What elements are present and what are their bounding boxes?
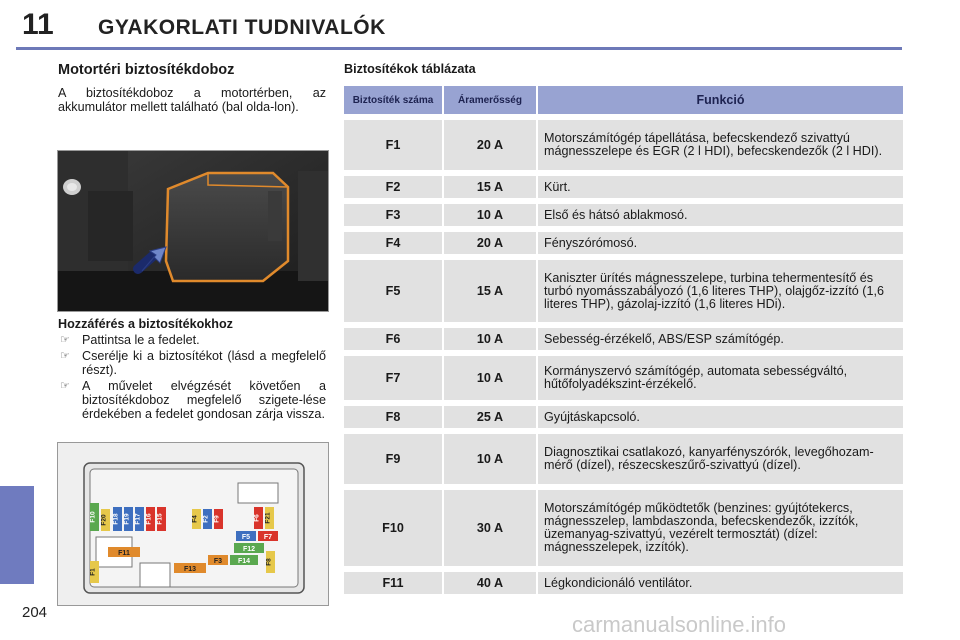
table-title: Biztosítékok táblázata: [344, 62, 476, 76]
list-item: [58, 349, 326, 377]
pointing-hand-icon: ☞: [60, 350, 70, 362]
fuse-amperage: 15 A: [442, 176, 536, 198]
column-header-function: Funkció: [536, 86, 903, 114]
fuse-f21: [265, 507, 275, 529]
fuse-f1: [90, 561, 100, 583]
fuse-f3: [208, 555, 228, 565]
chapter-number: 11: [22, 8, 54, 41]
table-row: [344, 328, 903, 350]
fuse-f14: [230, 555, 258, 565]
diagram-label: F9: [213, 515, 221, 523]
fuse-amperage: 40 A: [442, 572, 536, 594]
fuse-name: F11: [344, 572, 442, 594]
table-row: [344, 356, 903, 400]
fuse-function: Sebesség-érzékelő, ABS/ESP számítógép.: [536, 328, 903, 350]
diagram-label: F8: [265, 558, 273, 566]
table-row: [344, 572, 903, 594]
diagram-label: F5: [241, 534, 251, 541]
fusebox-diagram-svg: [58, 443, 328, 605]
fuse-f11: [108, 547, 140, 557]
access-step-text: Pattintsa le a fedelet.: [82, 333, 200, 347]
table-row: [344, 406, 903, 428]
fuse-f12: [234, 543, 264, 553]
diagram-label: F13: [183, 566, 197, 573]
fuse-f7: [258, 531, 278, 541]
page-number: 204: [22, 604, 48, 621]
fuse-name: F2: [344, 176, 442, 198]
fuse-f4: [192, 509, 202, 529]
chapter-side-tab: [0, 486, 34, 584]
table-row: [344, 232, 903, 254]
diagram-label: F18: [112, 513, 120, 525]
diagram-label: F7: [263, 534, 273, 541]
fuse-function: Motorszámítógép működtetők (benzines: gyújtótekercs, mágnesszelep, lambdaszonda, befecskendezők, izzítók, üzemanyag-szivattyú, vezérelt termosztát) (dízel: mágnesszelepek, izzítók).: [536, 490, 903, 566]
fuse-function: Diagnosztikai csatlakozó, kanyarfényszórók, levegőhozam-mérő (dízel), részecskeszűrő-szivattyú (dízel).: [536, 434, 903, 484]
fuse-name: F10: [344, 490, 442, 566]
fuse-name: F3: [344, 204, 442, 226]
diagram-label: F15: [156, 513, 164, 525]
fuse-name: F6: [344, 328, 442, 350]
pointing-hand-icon: ☞: [60, 334, 70, 346]
fuse-amperage: 20 A: [442, 232, 536, 254]
diagram-label: F19: [123, 513, 131, 525]
fuse-f5: [236, 531, 256, 541]
fuse-function: Motorszámítógép tápellátása, befecskendező szivattyú mágnesszelepe és EGR (2 l HDI), befecskendezők (2 l HDI).: [536, 120, 903, 170]
fuse-f10: [90, 503, 100, 531]
fuse-name: F1: [344, 120, 442, 170]
diagram-label: F21: [264, 512, 272, 524]
fuse-function: Első és hátsó ablakmosó.: [536, 204, 903, 226]
fuse-name: F8: [344, 406, 442, 428]
table-row: [344, 204, 903, 226]
fuse-function: Kaniszter ürítés mágnesszelepe, turbina tehermentesítő és turbó nyomásszabályozó (1,6 literes THP), olajgőz-izzító (1,6 literes THP), gázolaj-izzító (1,6 literes HDi).: [536, 260, 903, 322]
fuse-f19: [124, 507, 134, 531]
column-header-amperage: Áramerősség: [442, 86, 536, 114]
section-title: Motortéri biztosítékdoboz: [58, 62, 235, 78]
diagram-label: F11: [118, 550, 130, 557]
fuse-function: Kormányszervó számítógép, automata sebességváltó, hűtőfolyadékszint-érzékelő.: [536, 356, 903, 400]
fuse-amperage: 10 A: [442, 434, 536, 484]
diagram-label: F2: [202, 515, 210, 523]
fuse-name: F7: [344, 356, 442, 400]
fuse-table: [344, 86, 903, 594]
diagram-label: F20: [100, 514, 108, 526]
table-row: [344, 434, 903, 484]
fuse-amperage: 10 A: [442, 328, 536, 350]
fuse-f20: [101, 509, 111, 531]
fuse-function: Gyújtáskapcsoló.: [536, 406, 903, 428]
access-step-text: A művelet elvégzését követően a biztosítékdoboz megfelelő szigete-lése érdekében a fedelet gondosan zárja vissza.: [82, 379, 326, 421]
diagram-label: F12: [242, 546, 256, 553]
list-item: [58, 333, 326, 347]
fuse-amperage: 10 A: [442, 356, 536, 400]
list-item: [58, 379, 326, 421]
fusebox-diagram: [57, 442, 329, 606]
engine-compartment-photo: [57, 150, 329, 312]
diagram-label: F3: [213, 558, 223, 565]
fuse-f16: [146, 507, 156, 531]
fuse-f17: [135, 507, 145, 531]
fuse-function: Fényszórómosó.: [536, 232, 903, 254]
fuse-amperage: 25 A: [442, 406, 536, 428]
fuse-f13: [174, 563, 206, 573]
diagram-label: F6: [253, 514, 261, 522]
column-header-fuse: Biztosíték száma: [344, 86, 442, 114]
diagram-label: F14: [237, 558, 251, 565]
fuse-f9: [214, 509, 224, 529]
header-rule: [16, 47, 902, 50]
fuse-amperage: 20 A: [442, 120, 536, 170]
fuse-amperage: 30 A: [442, 490, 536, 566]
intro-text: A biztosítékdoboz a motortérben, az akkumulátor mellett található (bal olda-lon).: [58, 86, 326, 114]
access-title: Hozzáférés a biztosítékokhoz: [58, 317, 233, 331]
access-steps-list: [58, 333, 326, 423]
fuse-name: F5: [344, 260, 442, 322]
fuse-function: Légkondicionáló ventilátor.: [536, 572, 903, 594]
diagram-label: F1: [89, 568, 97, 576]
table-row: [344, 490, 903, 566]
watermark: carmanualsonline.info: [572, 612, 787, 637]
fuse-name: F4: [344, 232, 442, 254]
diagram-label: F10: [89, 511, 97, 523]
table-row: [344, 176, 903, 198]
fuse-f8: [266, 551, 276, 573]
table-row: [344, 260, 903, 322]
fuse-f18: [113, 507, 123, 531]
diagram-label: F17: [134, 513, 142, 525]
fuse-f2: [203, 509, 213, 529]
pointing-hand-icon: ☞: [60, 380, 70, 392]
fuse-amperage: 10 A: [442, 204, 536, 226]
chapter-title: GYAKORLATI TUDNIVALÓK: [98, 16, 386, 39]
fuse-f6: [254, 507, 264, 529]
fuse-amperage: 15 A: [442, 260, 536, 322]
table-row: [344, 120, 903, 170]
table-header-row: [344, 86, 903, 114]
fuse-function: Kürt.: [536, 176, 903, 198]
access-step-text: Cserélje ki a biztosítékot (lásd a megfelelő részt).: [82, 349, 326, 377]
diagram-label: F4: [191, 515, 199, 523]
fuse-f15: [157, 507, 167, 531]
fuse-name: F9: [344, 434, 442, 484]
diagram-label: F16: [145, 513, 153, 525]
engine-photo-svg: [58, 151, 328, 311]
